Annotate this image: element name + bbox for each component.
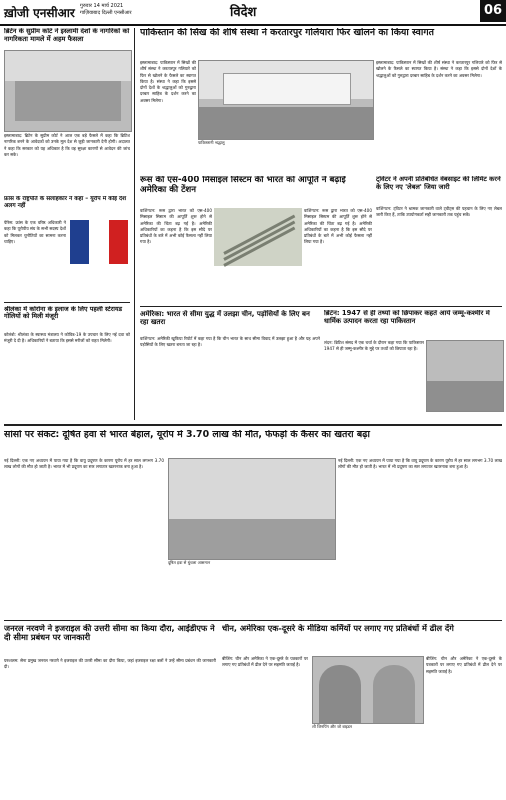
story-china-media-headline: चीन, अमेरिका एक-दूसरे के मीडिया कर्मियों पर लगाए गए प्रतिबंधों में ढील देंगे bbox=[222, 624, 454, 633]
story-britain-kashmir-headline: ब्रिटेन: 1947 से ही तथ्यों को छिपाकर कहते आये जम्मू-कश्मीर में धार्मिक उत्पादन करता रहा पाकिस्तान bbox=[324, 310, 490, 325]
section-title: विदेश bbox=[230, 5, 257, 20]
story-kartarpur-body: इस्लामाबाद: पाकिस्तान में सिखों की शीर्ष संस्था ने करतारपुर गलियारे को फिर से खोलने के फैसले का स्वागत किया है। संस्था ने कहा कि इससे दोनों देशों के श्रद्धालुओं को गुरुद्वारा दरबार साहिब के दर्शन करने का अवसर मिलेगा। bbox=[140, 60, 196, 103]
story-britain-headline-wrap bbox=[324, 310, 502, 338]
smog-photo bbox=[168, 458, 336, 560]
story-lanka-body: कोलंबो: श्रीलंका के स्वास्थ्य मंत्रालय ने कोविड-19 के उपचार के लिए नई दवा को मंजूरी दे दी है। अधिकारियों ने बताया कि इससे मरीजों को राहत मिलेगी। bbox=[4, 332, 130, 344]
story-kartarpur-headline: पाकिस्तान की सिख की शीर्ष संस्था ने करतारपुर गलियारा फिर खोलने का किया स्वागत bbox=[140, 28, 434, 38]
story-france-headline: फ्रांस के राष्ट्रपति के सलाहकार ने कहा – यूरोप में कोई देश अलग नहीं bbox=[4, 196, 127, 209]
story-twitter-headline-wrap bbox=[376, 176, 502, 202]
missile-photo bbox=[214, 208, 302, 266]
story-europe-headline-wrap bbox=[4, 430, 502, 452]
leaders-photo bbox=[312, 656, 424, 724]
divider bbox=[140, 306, 502, 307]
story-s400-headline: रूस की एस-400 मिसाइल सिस्टम की भारत को आपूर्ति ने बढ़ाई अमेरिका की टेंशन bbox=[140, 176, 346, 195]
divider bbox=[4, 620, 502, 621]
page-number: 06 bbox=[480, 0, 506, 22]
newspaper-brand: ख़ोजी एनसीआर bbox=[4, 6, 75, 20]
issue-date: गुरुवार 14 मार्च 2021 bbox=[80, 3, 124, 9]
masthead bbox=[0, 0, 506, 26]
story-lanka-headline: श्रीलंका में कोरोना के इलाज के लिए पहली स्टेरायड गोलियों को मिली मंजूरी bbox=[4, 306, 123, 321]
issue-meta bbox=[80, 3, 220, 17]
story-kartarpur-headline-wrap bbox=[140, 28, 502, 58]
story-israel-headline: जनरल नरवणे ने इजराइल की उत्तरी सीमा का किया दौरा, आईडीएफ ने दी सीमा प्रबंधन पर जानकारी bbox=[4, 624, 215, 643]
issue-edition: गाज़ियाबाद दिल्ली एनसीआर bbox=[80, 10, 132, 16]
story-uk-headline: ब्रिटेन के सुप्रीम कोर्ट ने इस्लामी देशों के नागरिकों को नागरिकता मामले में अहम फैसला bbox=[4, 28, 130, 43]
story-lanka-headline-wrap bbox=[4, 306, 130, 330]
story-china-headline-wrap bbox=[222, 624, 502, 652]
story-israel-headline-wrap bbox=[4, 624, 216, 654]
divider bbox=[4, 424, 502, 426]
story-twitter-body: वाशिंगटन: ट्विटर ने भ्रामक जानकारी वाले ट्वीट्स की पहचान के लिए नए लेबल जारी किए हैं, ताकि उपयोगकर्ता सही जानकारी तक पहुंच सकें। bbox=[376, 206, 502, 218]
story-france-body: पेरिस: फ्रांस के एक वरिष्ठ अधिकारी ने कहा कि यूरोपीय संघ के सभी सदस्य देशों को मिलकर चुनौतियों का सामना करना चाहिए। bbox=[4, 220, 66, 244]
story-uk-body: इस्लामाबाद: ब्रिटेन के सुप्रीम कोर्ट ने आज एक बड़े फैसले में कहा कि ब्रिटिश नागरिक बनने के आवेदकों को उनके मूल देश से जुड़ी जानकारी देनी होगी। अदालत ने कहा कि सरकार को यह अधिकार है कि वह सुरक्षा कारणों से आवेदन की जांच कर सके। bbox=[4, 133, 130, 157]
story-us-india-body: वाशिंगटन: अमेरिकी खुफिया रिपोर्ट में कहा गया है कि चीन भारत के साथ सीमा विवाद में उलझा हुआ है और यह अपने पड़ोसियों के लिए खतरा बनता जा रहा है। bbox=[140, 336, 320, 348]
france-flag bbox=[70, 220, 128, 264]
story-us-india-headline-wrap bbox=[140, 310, 320, 334]
story-europe-headline: सांसों पर संकट: दूषित हवा से भारत बेहाल, यूरोप में 3.70 लाख की मौत, फेफड़ों के कैंसर का खतरा बढ़ा bbox=[4, 430, 370, 440]
story-s400-body: वाशिंगटन: रूस द्वारा भारत को एस-400 मिसाइल सिस्टम की आपूर्ति शुरू होने से अमेरिका की चिंता बढ़ गई है। अमेरिकी अधिकारियों का कहना है कि इस सौदे पर प्रतिबंधों के बारे में अभी कोई फैसला नहीं लिया गया है। bbox=[140, 208, 212, 245]
gurdwara-photo bbox=[198, 60, 374, 140]
story-china-media-body-cont: बीजिंग: चीन और अमेरिका ने एक-दूसरे के पत्रकारों पर लगाए गए प्रतिबंधों में ढील देने पर सहमति जताई है। bbox=[426, 656, 502, 674]
court-photo bbox=[4, 50, 132, 132]
parliament-photo bbox=[426, 340, 504, 412]
divider bbox=[4, 302, 130, 303]
story-france-headline-wrap bbox=[4, 196, 130, 216]
column-divider bbox=[134, 28, 135, 420]
story-kartarpur-body-cont: इस्लामाबाद: पाकिस्तान में सिखों की शीर्ष संस्था ने करतारपुर गलियारे को फिर से खोलने के फैसले का स्वागत किया है। संस्था ने कहा कि इससे दोनों देशों के श्रद्धालुओं को गुरुद्वारा दरबार साहिब के दर्शन करने का अवसर मिलेगा। bbox=[376, 60, 502, 78]
story-europe-body-cont: नई दिल्ली: एक नए अध्ययन में पाया गया है कि वायु प्रदूषण के कारण यूरोप में हर साल लगभग 3.70 लाख लोगों की मौत हो जाती है। भारत में भी प्रदूषण का स्तर लगातार खतरनाक बना हुआ है। bbox=[338, 458, 502, 470]
story-britain-kashmir-body: लंदन: ब्रिटिश संसद में एक चर्चा के दौरान कहा गया कि पाकिस्तान 1947 से ही जम्मू-कश्मीर के मुद्दे पर तथ्यों को छिपाता रहा है। bbox=[324, 340, 424, 352]
story-twitter-headline: ट्विटर ने अपनी प्रतिबंधित वेबसाइट की लिमिट करने के लिए नए 'लेबल' जिया जारी bbox=[376, 176, 501, 191]
story-china-media-body: बीजिंग: चीन और अमेरिका ने एक-दूसरे के पत्रकारों पर लगाए गए प्रतिबंधों में ढील देने पर सहमति जताई है। bbox=[222, 656, 308, 668]
story-israel-body: यरुशलम: सेना प्रमुख जनरल नरवणे ने इजराइल की उत्तरी सीमा का दौरा किया, जहां इजराइल रक्षा बलों ने उन्हें सीमा प्रबंधन की जानकारी दी। bbox=[4, 658, 216, 670]
gurdwara-photo-caption: पाकिस्तानी श्रद्धालु bbox=[198, 140, 225, 145]
smog-photo-caption: दूषित हवा से धुंधला आसमान bbox=[168, 560, 211, 565]
leaders-photo-caption: शी जिनपिंग और जो बाइडन bbox=[312, 724, 353, 729]
story-europe-body: नई दिल्ली: एक नए अध्ययन में पाया गया है कि वायु प्रदूषण के कारण यूरोप में हर साल लगभग 3.70 लाख लोगों की मौत हो जाती है। भारत में भी प्रदूषण का स्तर लगातार खतरनाक बना हुआ है। bbox=[4, 458, 164, 470]
story-s400-body-cont: वाशिंगटन: रूस द्वारा भारत को एस-400 मिसाइल सिस्टम की आपूर्ति शुरू होने से अमेरिका की चिंता बढ़ गई है। अमेरिकी अधिकारियों का कहना है कि इस सौदे पर प्रतिबंधों के बारे में अभी कोई फैसला नहीं लिया गया है। bbox=[304, 208, 372, 245]
story-us-india-headline: अमेरिका: भारत से सीमा युद्ध में उलझा चीन, पड़ोसियों के लिए बन रहा खतरा bbox=[140, 310, 310, 327]
story-s400-headline-wrap bbox=[140, 176, 372, 206]
